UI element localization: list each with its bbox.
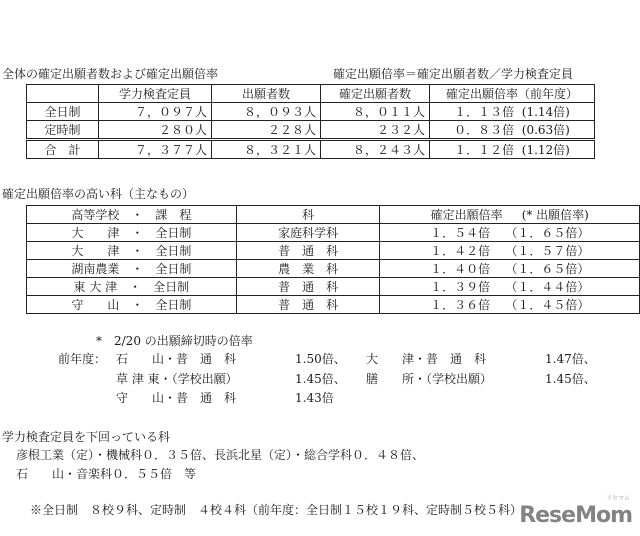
ratio-value: １．４０倍 — [430, 261, 491, 276]
ratio-value: ０．８３倍 — [454, 122, 515, 137]
header-ratio: 確定出願倍率（前年度） — [430, 85, 595, 103]
star-ratio: （１．４５倍） — [505, 297, 590, 312]
star-ratio: （１．６５倍） — [505, 261, 590, 276]
table-row-total — [27, 140, 595, 159]
table-row — [27, 224, 640, 242]
prev-line-3a-val: 1.43倍 — [295, 391, 334, 405]
school-cell: 大 津 ・ 全日制 — [27, 242, 237, 260]
footnote: * 2/20 の出願締切時の倍率 — [96, 334, 253, 348]
capacity-cell: ７，３７７人 — [99, 140, 212, 159]
prev-ratio: (1.12倍) — [521, 142, 570, 157]
header-capacity: 学力検査定員 — [99, 85, 212, 103]
star-ratio: （１．５７倍） — [505, 243, 590, 258]
ratio-value: １．１３倍 — [454, 104, 515, 119]
header-school: 高等学校 ・ 課 程 — [27, 206, 237, 224]
below-capacity-line-1: 彦根工業（定）・機械科０．３５倍、長浜北星（定）・総合学科０．４８倍、 — [16, 448, 425, 462]
ratio-cell — [430, 103, 595, 121]
dept-cell: 農 業 科 — [236, 260, 380, 278]
confirmed-cell: ８，０１１人 — [321, 103, 430, 121]
table-row — [27, 103, 595, 121]
dept-cell: 普 通 科 — [236, 242, 380, 260]
prev-line-2b: 膳 所・（学校出願） — [366, 372, 493, 386]
ratio-value: １．３９倍 — [430, 279, 491, 294]
applicants-cell: ２２８人 — [212, 121, 321, 140]
ratio-cell — [430, 121, 595, 140]
prev-ratio: (1.14倍) — [521, 104, 570, 119]
row-label: 合 計 — [27, 140, 99, 159]
prev-line-2a-val: 1.45倍、 — [295, 372, 346, 386]
header-dept: 科 — [236, 206, 380, 224]
dept-cell: 普 通 科 — [236, 278, 380, 296]
table-row — [27, 278, 640, 296]
prev-line-1a: 石 山・普 通 科 — [116, 352, 237, 366]
prev-line-1b-val: 1.47倍、 — [545, 352, 596, 366]
ratio-value: １．１２倍 — [454, 142, 515, 157]
resemom-watermark-logo: ReseMom — [519, 503, 632, 528]
school-cell: 湖南農業 ・ 全日制 — [27, 260, 237, 278]
capacity-cell: ２８０人 — [99, 121, 212, 140]
below-capacity-line-2: 石 山・音楽科０．５５倍 等 — [16, 467, 197, 481]
ratio-cell — [380, 224, 640, 242]
prev-year-label: 前年度： — [58, 352, 107, 366]
header-applicants: 出願者数 — [212, 85, 321, 103]
summary-note: ※全日制 ８校９科、定時制 ４校４科（前年度：全日制１５校１９科、定時制５校５科） — [30, 503, 523, 517]
high-ratio-table — [26, 205, 640, 314]
table-row — [27, 296, 640, 314]
ratio-cell — [380, 278, 640, 296]
row-label: 全日制 — [27, 103, 99, 121]
table-header-row — [27, 85, 595, 103]
table-row — [27, 260, 640, 278]
formula-note: 確定出願倍率＝確定出願者数／学力検査定員 — [333, 67, 574, 81]
school-cell: 大 津 ・ 全日制 — [27, 224, 237, 242]
section2-title: 確定出願倍率の高い科（主なもの） — [2, 187, 195, 201]
table-row — [27, 121, 595, 140]
confirmed-cell: ２３２人 — [321, 121, 430, 140]
header-confirmed: 確定出願者数 — [321, 85, 430, 103]
ratio-value: １．４２倍 — [430, 243, 491, 258]
star-ratio: （１．６５倍） — [505, 225, 590, 240]
row-label: 定時制 — [27, 121, 99, 140]
ratio-cell — [380, 296, 640, 314]
applicants-cell: ８，０９３人 — [212, 103, 321, 121]
prev-line-3a: 守 山・普 通 科 — [116, 391, 237, 405]
ratio-value: １．３６倍 — [430, 297, 491, 312]
prev-ratio: (0.63倍) — [521, 122, 570, 137]
prev-line-1a-val: 1.50倍、 — [295, 352, 346, 366]
school-cell: 東 大 津 ・ 全日制 — [27, 278, 237, 296]
header-ratio-label: 確定出願倍率 — [430, 207, 503, 222]
prev-line-2a: 草 津 東・（学校出願） — [116, 372, 238, 386]
ratio-value: １．５４倍 — [430, 225, 491, 240]
capacity-cell: ７，０９７人 — [99, 103, 212, 121]
dept-cell: 普 通 科 — [236, 296, 380, 314]
watermark-subtext: リセマム — [606, 495, 630, 502]
school-cell: 守 山 ・ 全日制 — [27, 296, 237, 314]
overall-table — [26, 84, 595, 159]
table-row — [27, 242, 640, 260]
ratio-cell — [380, 260, 640, 278]
header-ratio — [380, 206, 640, 224]
star-ratio: （１．４４倍） — [505, 279, 590, 294]
confirmed-cell: ８，２４３人 — [321, 140, 430, 159]
section3-title: 学力検査定員を下回っている科 — [2, 430, 171, 444]
ratio-cell — [380, 242, 640, 260]
header-ratio-star: (* 出願倍率) — [521, 207, 589, 222]
section1-title: 全体の確定出願者数および確定出願倍率 — [2, 67, 219, 81]
prev-line-1b: 大 津・普 通 科 — [366, 352, 487, 366]
ratio-cell — [430, 140, 595, 159]
applicants-cell: ８，３２１人 — [212, 140, 321, 159]
header-cell-empty — [27, 85, 99, 103]
dept-cell: 家庭科学科 — [236, 224, 380, 242]
table-header-row — [27, 206, 640, 224]
prev-line-2b-val: 1.45倍、 — [545, 372, 596, 386]
